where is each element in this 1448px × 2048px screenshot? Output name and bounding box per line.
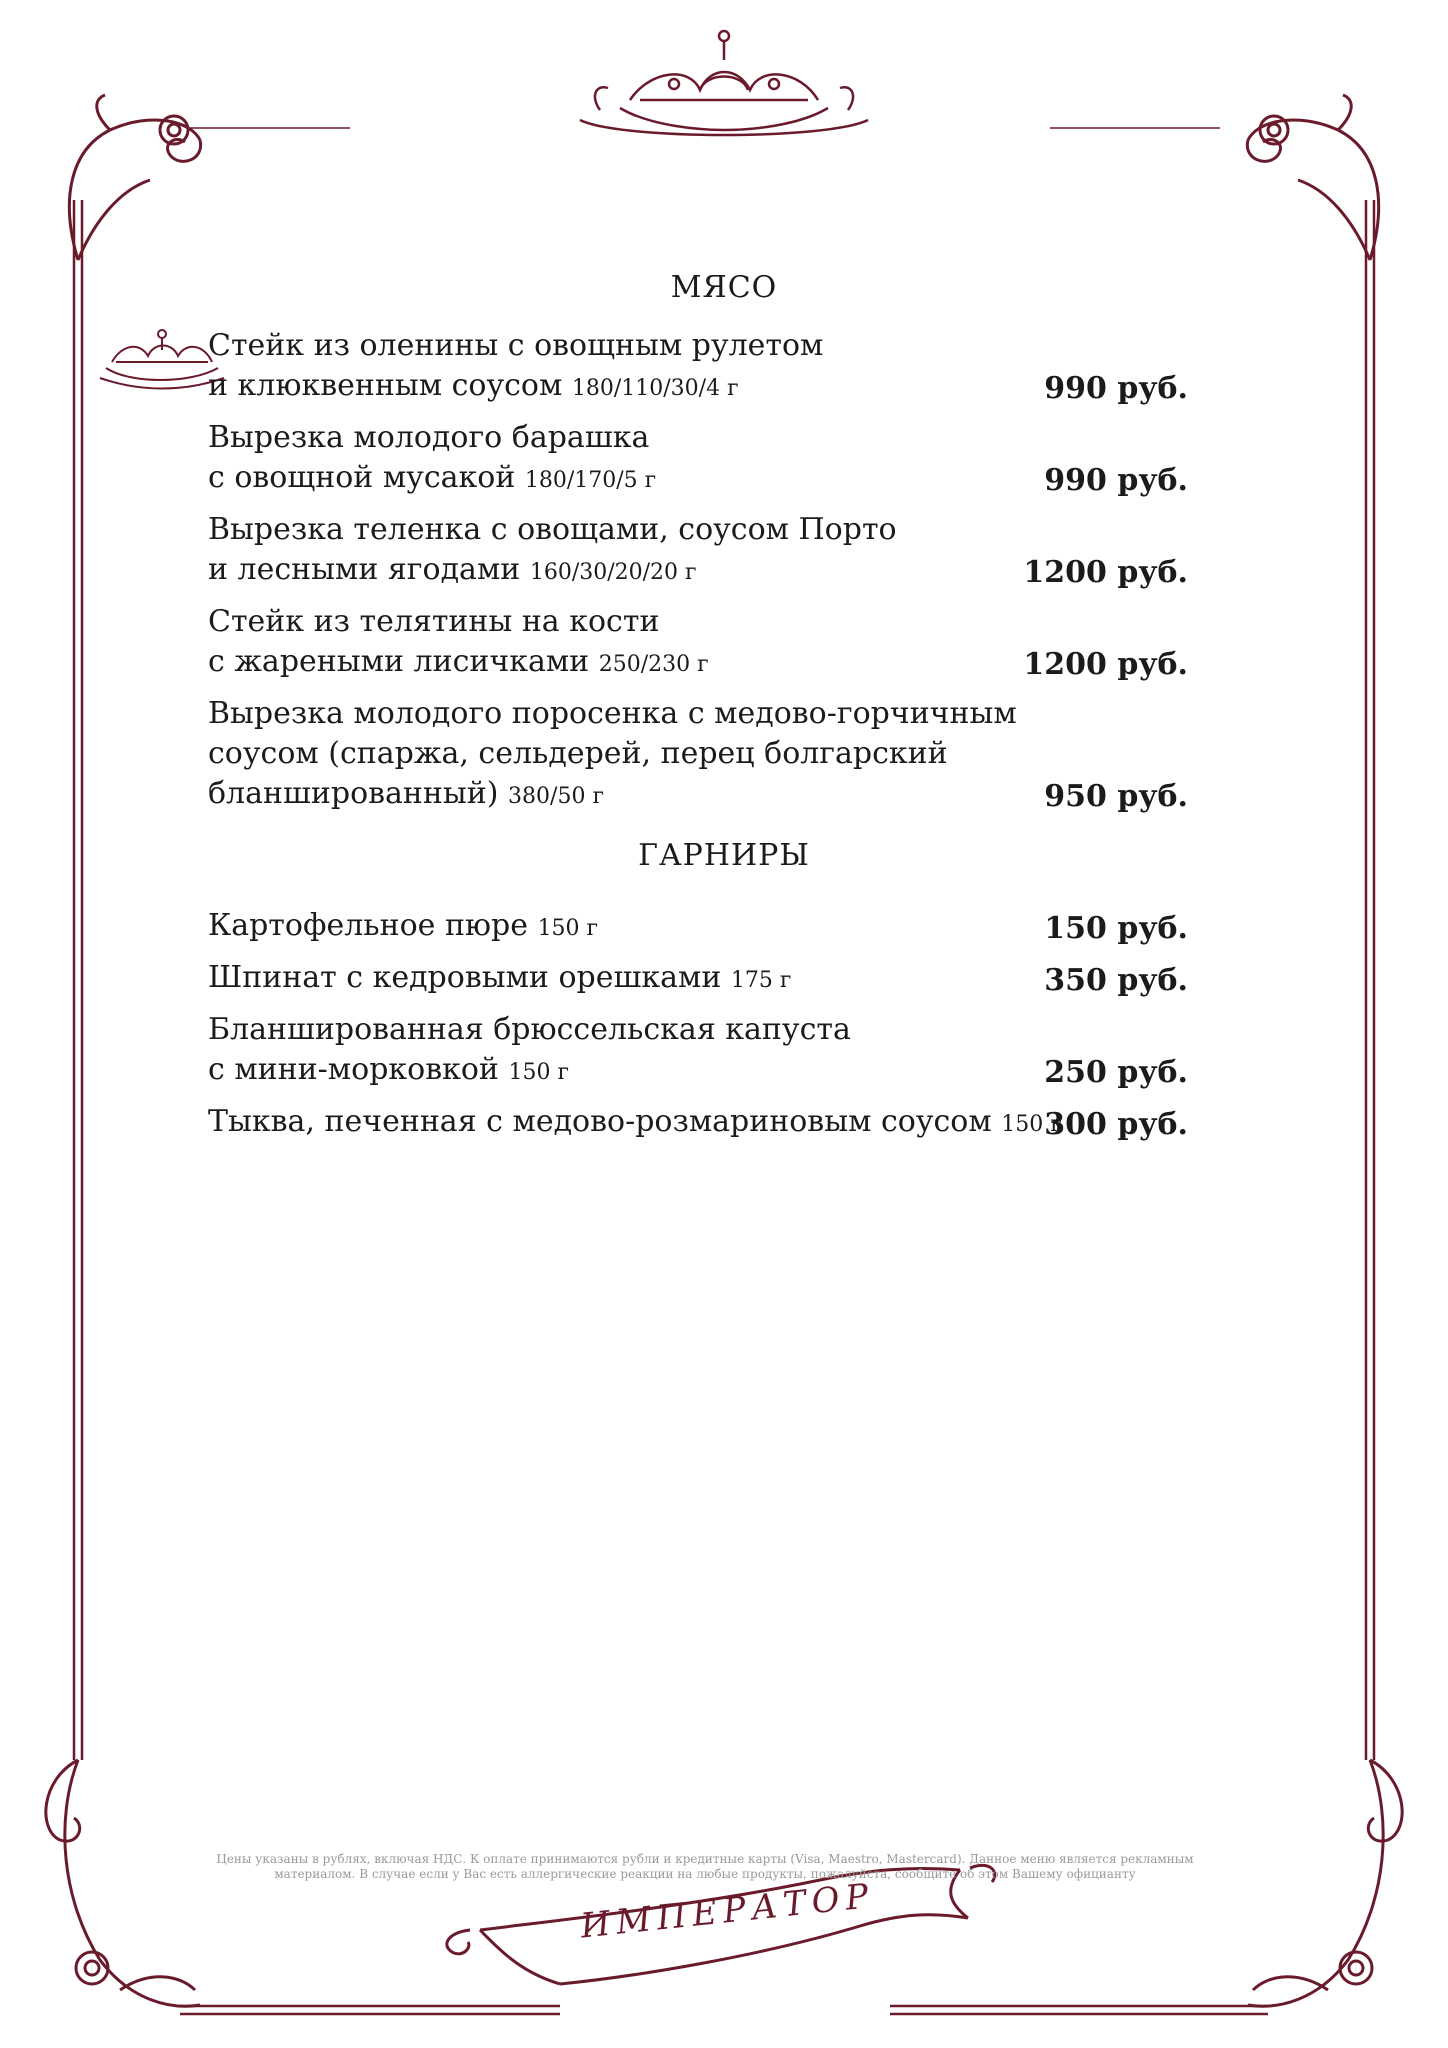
menu-item-name-line [208,458,1188,501]
section-title-meat: МЯСО [670,270,778,305]
menu-item-price: 300 руб. [1044,1107,1188,1142]
menu-item-name: Вырезка молодого поросенка с медово-горчичным [208,696,1017,731]
menu-item [208,418,1188,501]
menu-item-name-line [208,694,1188,734]
menu-item-price: 1200 руб. [1023,647,1188,682]
menu-item-weight: 180/110/30/4 г [571,376,739,401]
scroll-flourish-top-right [1247,95,1378,260]
menu-item-weight: 150 г [508,1060,569,1085]
menu-item [208,958,1188,1001]
menu-item-price: 350 руб. [1044,963,1188,998]
menu-item-name-line [208,510,1188,550]
menu-item-name: Шпинат с кедровыми орешками [208,960,722,995]
menu-item-price: 950 руб. [1044,779,1188,814]
menu-item-weight: 380/50 г [508,784,604,809]
menu-item-weight: 160/30/20/20 г [529,560,697,585]
menu-item-name-line [208,734,1188,774]
footer-note-line2: материалом. В случае если у Вас есть аллергические реакции на любые продукты, пожалуйста, сообщите об этом Вашему официанту [274,1867,1136,1881]
menu-item-name-line [208,1050,1188,1093]
menu-item-name: и клюквенным соусом [208,368,563,403]
menu-item-name-line [208,418,1188,458]
menu-item-price: 990 руб. [1044,463,1188,498]
menu-item-name: Вырезка теленка с овощами, соусом Порто [208,512,897,547]
menu-item-price: 250 руб. [1044,1055,1188,1090]
menu-item-name-line [208,906,1188,949]
menu-item [208,326,1188,409]
menu-item [208,510,1188,593]
menu-item [208,1010,1188,1093]
menu-item-price: 150 руб. [1044,911,1188,946]
menu-item-name: с овощной мусакой [208,460,516,495]
menu-item [208,602,1188,685]
footer-note [210,1852,1200,1882]
menu-item-name: и лесными ягодами [208,552,521,587]
brand-logo-text: ИМПЕРАТОР [578,1875,877,1947]
scroll-flourish-bottom-left [46,1760,200,2006]
menu-item-weight: 180/170/5 г [524,468,657,493]
menu-item-name-line [208,1102,1188,1145]
menu-item [208,694,1188,817]
menu-item-name-line [208,774,1188,817]
menu-item-name: с жареными лисичками [208,644,590,679]
menu-item-weight: 175 г [730,968,792,993]
menu-item-name-line [208,602,1188,642]
menu-item-name: Тыква, печенная с медово-розмариновым соусом [208,1104,992,1139]
menu-item-name-line [208,366,1188,409]
menu-item-name: Картофельное пюре [208,908,529,943]
menu-item-name: Вырезка молодого барашка [208,420,650,455]
menu-item-name: бланшированный) [208,776,499,811]
section-title-garnish: ГАРНИРЫ [638,838,810,873]
menu-item [208,1102,1188,1145]
scroll-flourish-top-left [69,95,200,260]
menu-item-name: соусом (спаржа, сельдерей, перец болгарский [208,736,948,771]
scroll-flourish-bottom-right [1248,1760,1402,2006]
menu-item-name-line [208,326,1188,366]
menu-item-weight: 250/230 г [598,652,709,677]
menu-item-name-line [208,958,1188,1001]
menu-item-name: Стейк из телятины на кости [208,604,660,639]
footer-note-line1: Цены указаны в рублях, включая НДС. К оплате принимаются рубли и кредитные карты (Visa, Maestro, Mastercard). Данное меню является рекламным [216,1852,1194,1866]
menu-item-name: с мини-морковкой [208,1052,499,1087]
menu-item-name-line [208,1010,1188,1050]
menu-item-price: 990 руб. [1044,371,1188,406]
menu-item-weight: 150 г [537,916,599,941]
menu-item-name: Стейк из оленины с овощным рулетом [208,328,824,363]
menu-item-name: Бланшированная брюссельская капуста [208,1012,851,1047]
menu-item-price: 1200 руб. [1023,555,1188,590]
crown-emblem-small [100,330,224,389]
menu-item-weight: 150 г [1001,1112,1062,1137]
menu-item [208,906,1188,949]
crown-emblem-top [580,31,868,135]
